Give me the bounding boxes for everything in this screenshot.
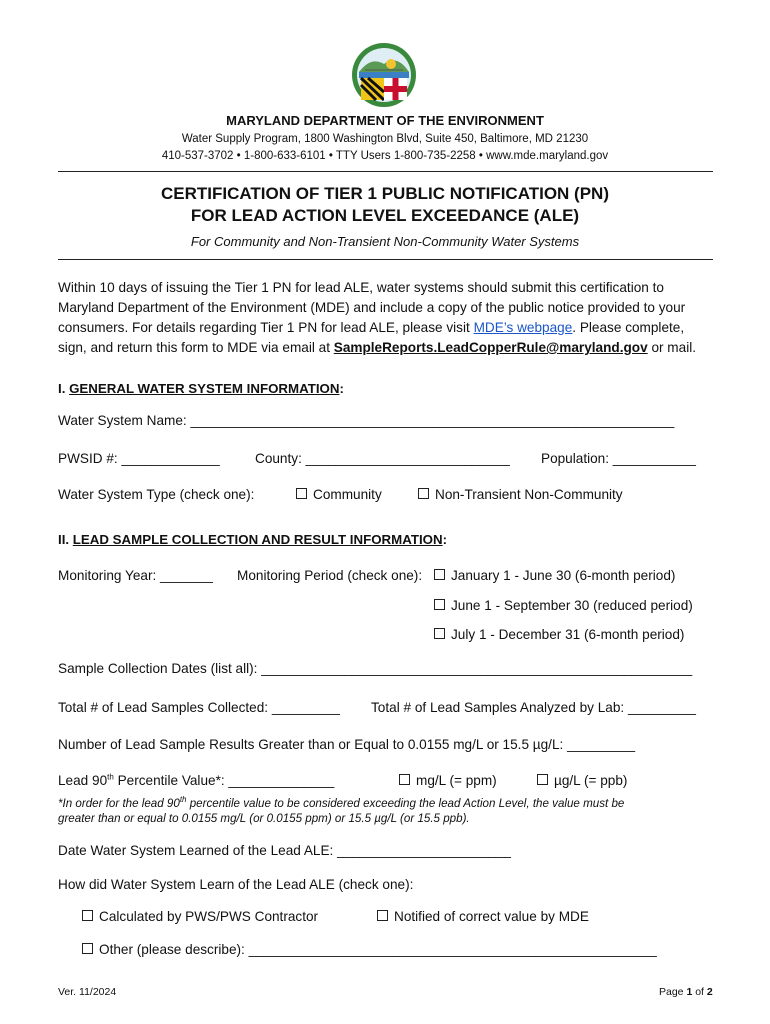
- intro-line: Maryland Department of the Environment (MDE) and include a copy of the public notice provided to your: [58, 300, 686, 315]
- samples-analyzed-field[interactable]: Total # of Lead Samples Analyzed by Lab: _________: [371, 700, 696, 715]
- period-option-jul-dec[interactable]: [434, 627, 684, 642]
- checkbox-icon[interactable]: [399, 774, 410, 785]
- note-line: [58, 796, 718, 811]
- version-label: Ver. 11/2024: [58, 986, 117, 998]
- intro-text: . Please complete,: [572, 320, 685, 335]
- water-system-name-field[interactable]: Water System Name: ________________________________________________________________: [58, 413, 675, 428]
- intro-line: [58, 338, 718, 358]
- mde-webpage-link[interactable]: MDE’s webpage: [473, 320, 573, 335]
- section-number: I.: [58, 381, 70, 396]
- checkbox-icon[interactable]: [537, 774, 548, 785]
- samples-collected-field[interactable]: Total # of Lead Samples Collected: _________: [58, 700, 340, 715]
- title-divider: [58, 259, 713, 260]
- period-option-jan-jun[interactable]: [434, 568, 675, 583]
- sample-collection-dates-field[interactable]: Sample Collection Dates (list all): _________________________________________________________: [58, 661, 693, 676]
- option-label: µg/L (= ppb): [554, 773, 628, 788]
- p90-value-field[interactable]: [58, 773, 334, 788]
- mde-seal-logo: [351, 42, 417, 108]
- checkbox-icon[interactable]: [377, 910, 388, 921]
- section-colon: :: [442, 532, 448, 547]
- how-learned-label: How did Water System Learn of the Lead ALE (check one):: [58, 877, 414, 892]
- form-subtitle: For Community and Non-Transient Non-Community Water Systems: [190, 234, 580, 249]
- monitoring-year-field[interactable]: Monitoring Year: _______: [58, 568, 213, 583]
- note-text: *In order for the lead 90: [58, 797, 180, 810]
- p90-label-rest: Percentile Value*: ______________: [113, 773, 335, 788]
- intro-text: consumers. For details regarding Tier 1 PN for lead ALE, please visit: [58, 320, 474, 335]
- how-option-notified[interactable]: [377, 909, 589, 924]
- ntnc-option[interactable]: [418, 487, 623, 502]
- page-indicator: [659, 986, 713, 998]
- page-total: 2: [706, 986, 713, 998]
- results-ge-action-level-field[interactable]: Number of Lead Sample Results Greater than or Equal to 0.0155 mg/L or 15.5 µg/L: _________: [58, 737, 636, 752]
- population-field[interactable]: Population: ___________: [541, 451, 696, 466]
- note-text: percentile value to be considered exceeding the lead Action Level, the value must be: [186, 797, 625, 810]
- monitoring-period-label: Monitoring Period (check one):: [237, 568, 423, 583]
- unit-mg-option[interactable]: [399, 773, 497, 788]
- option-label: Non-Transient Non-Community: [435, 487, 623, 502]
- option-label: Notified of correct value by MDE: [394, 909, 589, 924]
- section-colon: :: [339, 381, 344, 396]
- page-number: 1: [686, 986, 693, 998]
- checkbox-icon[interactable]: [296, 488, 307, 499]
- option-label: mg/L (= ppm): [416, 773, 497, 788]
- option-label: Other (please describe): ______________________________________________________: [99, 942, 657, 957]
- p90-footnote: [58, 796, 718, 826]
- section-title: GENERAL WATER SYSTEM INFORMATION: [69, 381, 340, 396]
- p90-label: Lead 90: [58, 773, 108, 788]
- form-title-line1: CERTIFICATION OF TIER 1 PUBLIC NOTIFICATION (PN): [161, 184, 609, 203]
- note-line: greater than or equal to 0.0155 mg/L (or 0.0155 ppm) or 15.5 µg/L (or 15.5 ppb).: [58, 812, 470, 825]
- p90-superscript: th: [107, 772, 114, 782]
- form-title-line2: FOR LEAD ACTION LEVEL EXCEEDANCE (ALE): [190, 206, 580, 225]
- date-learned-field[interactable]: Date Water System Learned of the Lead ALE: _______________________: [58, 843, 511, 858]
- period-option-jun-sep[interactable]: [434, 598, 693, 613]
- how-option-calculated[interactable]: [82, 909, 318, 924]
- option-label: Community: [313, 487, 382, 502]
- section-2-heading: [58, 532, 447, 547]
- note-superscript: th: [179, 795, 187, 805]
- pwsid-field[interactable]: PWSID #: _____________: [58, 451, 220, 466]
- checkbox-icon[interactable]: [434, 628, 445, 639]
- checkbox-icon[interactable]: [434, 569, 445, 580]
- intro-text: or mail.: [647, 340, 697, 355]
- option-label: July 1 - December 31 (6-month period): [451, 627, 685, 642]
- community-option[interactable]: [296, 487, 382, 502]
- how-option-other[interactable]: [82, 942, 657, 957]
- org-name: MARYLAND DEPARTMENT OF THE ENVIRONMENT: [226, 113, 544, 128]
- submission-email[interactable]: SampleReports.LeadCopperRule@maryland.gov: [333, 340, 648, 355]
- checkbox-icon[interactable]: [434, 599, 445, 610]
- intro-line: [58, 318, 718, 338]
- page-text: Page: [659, 986, 687, 998]
- header-divider: [58, 171, 713, 172]
- section-number: II.: [58, 532, 73, 547]
- water-system-type-label: Water System Type (check one):: [58, 487, 255, 502]
- option-label: Calculated by PWS/PWS Contractor: [99, 909, 319, 924]
- org-contact: 410-537-3702 • 1-800-633-6101 • TTY Users 1-800-735-2258 • www.mde.maryland.gov: [161, 150, 609, 162]
- section-1-heading: [58, 381, 344, 396]
- intro-text: sign, and return this form to MDE via email at: [58, 340, 334, 355]
- intro-line: Within 10 days of issuing the Tier 1 PN for lead ALE, water systems should submit this certification to: [58, 280, 664, 295]
- org-address: Water Supply Program, 1800 Washington Blvd, Suite 450, Baltimore, MD 21230: [181, 133, 589, 145]
- option-label: January 1 - June 30 (6-month period): [451, 568, 676, 583]
- county-field[interactable]: County: ___________________________: [255, 451, 510, 466]
- page-text: of: [692, 986, 707, 998]
- option-label: June 1 - September 30 (reduced period): [451, 598, 693, 613]
- unit-ug-option[interactable]: [537, 773, 627, 788]
- checkbox-icon[interactable]: [82, 910, 93, 921]
- section-title: LEAD SAMPLE COLLECTION AND RESULT INFORMATION: [72, 532, 443, 547]
- checkbox-icon[interactable]: [82, 943, 93, 954]
- intro-paragraph: [58, 278, 718, 358]
- checkbox-icon[interactable]: [418, 488, 429, 499]
